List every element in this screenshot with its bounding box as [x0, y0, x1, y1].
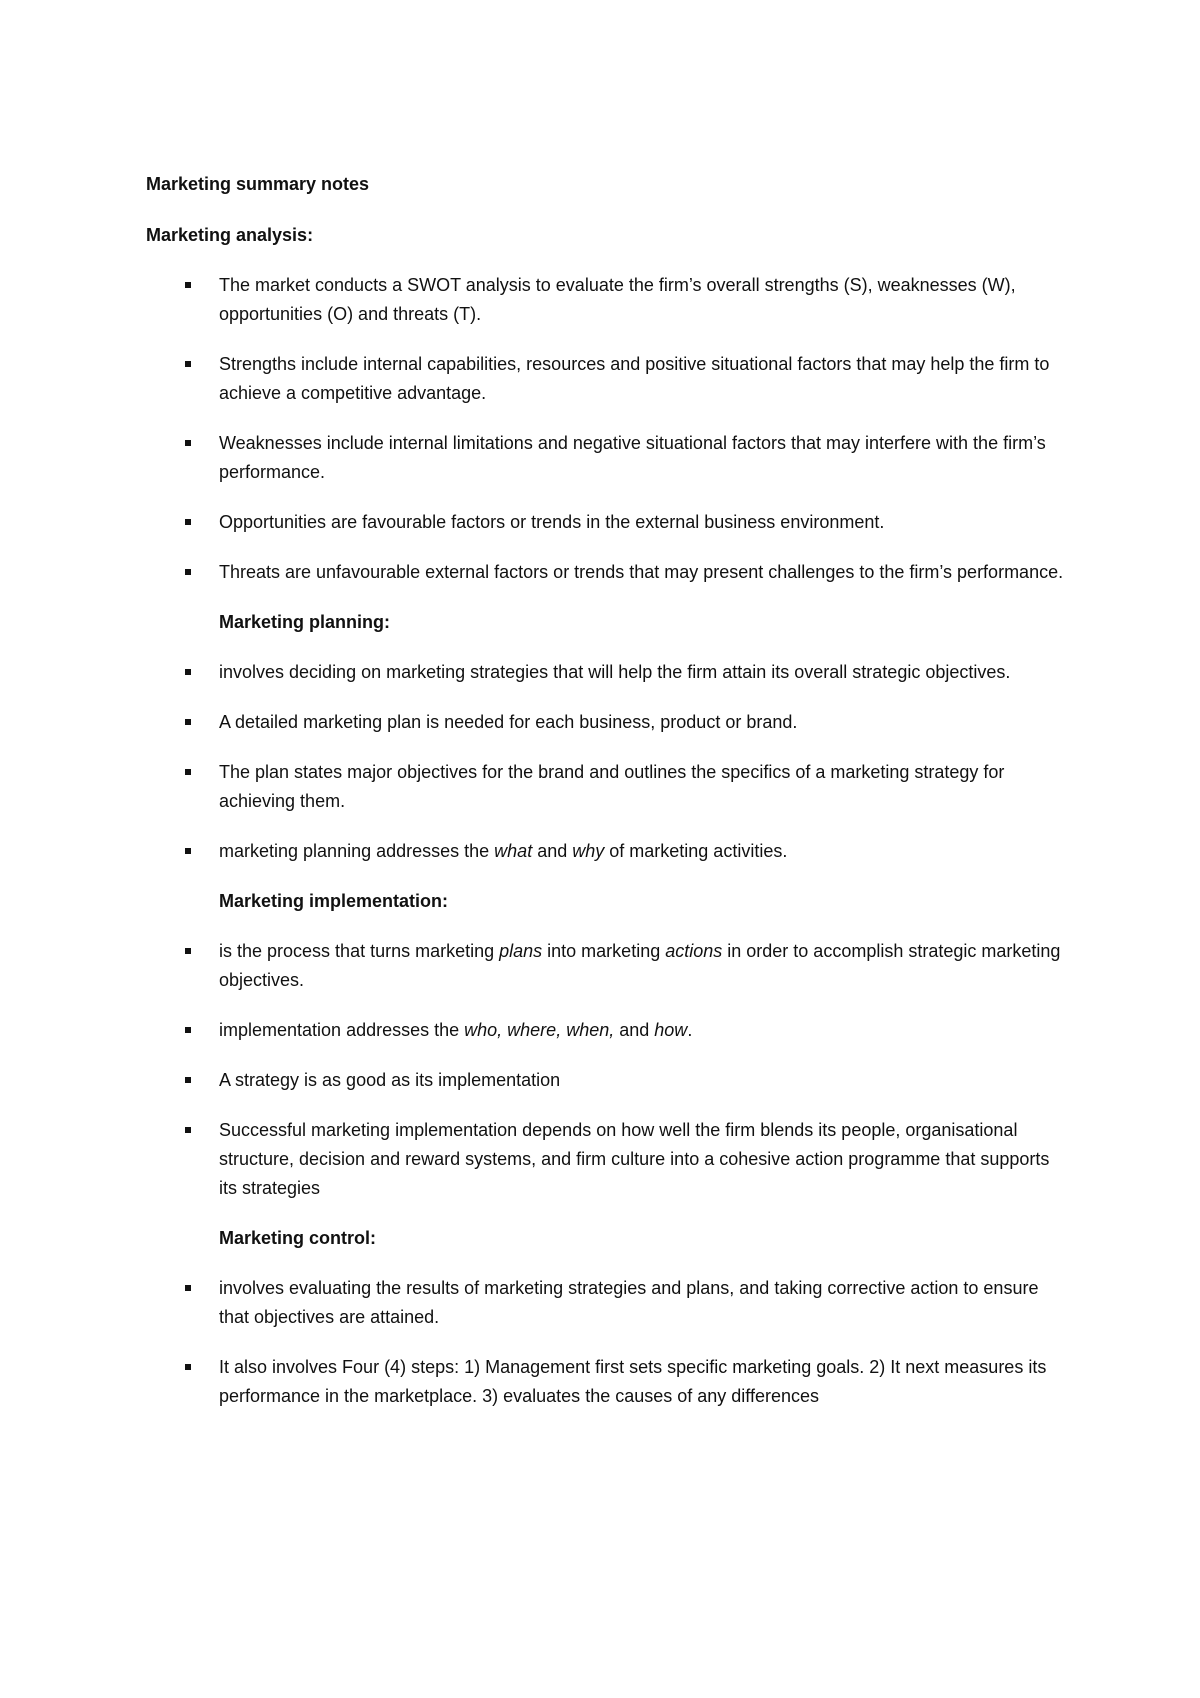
list-item: [146, 350, 1066, 408]
square-bullet-icon: [185, 569, 191, 575]
square-bullet-icon: [185, 669, 191, 675]
text-run: Strengths include internal capabilities, resources and positive situational factors that may help the firm to achieve a competitive advantage.: [219, 354, 1050, 403]
text-run: Weaknesses include internal limitations and negative situational factors that may interfere with the firm’s performance.: [219, 433, 1046, 482]
text-run: into marketing: [542, 941, 666, 961]
square-bullet-icon: [185, 719, 191, 725]
bullet-list: [146, 1274, 1066, 1411]
text-run: The plan states major objectives for the brand and outlines the specifics of a marketing strategy for achieving them.: [219, 762, 1005, 811]
list-item: [146, 837, 1066, 866]
text-run: .: [687, 1020, 693, 1040]
bullet-list: [146, 937, 1066, 1203]
list-item: [146, 429, 1066, 487]
square-bullet-icon: [185, 440, 191, 446]
document-title: Marketing summary notes: [146, 174, 370, 194]
section-heading: Marketing planning:: [219, 612, 390, 632]
text-run: It also involves Four (4) steps: 1) Management first sets specific marketing goals. 2) It next measures its performance in the marketplace. 3) evaluates the causes of any differences: [219, 1357, 1047, 1406]
italic-text: plans: [499, 941, 543, 961]
square-bullet-icon: [185, 519, 191, 525]
text-run: A strategy is as good as its implementation: [219, 1070, 561, 1090]
square-bullet-icon: [185, 1364, 191, 1370]
text-run: Threats are unfavourable external factors or trends that may present challenges to the firm’s performance.: [219, 562, 1064, 582]
italic-text: how: [654, 1020, 688, 1040]
list-item: [146, 1066, 1066, 1095]
document-content: [146, 170, 1066, 1432]
list-item: [146, 758, 1066, 816]
text-run: The market conducts a SWOT analysis to evaluate the firm’s overall strengths (S), weaknesses (W), opportunities (O) and threats (T).: [219, 275, 1016, 324]
italic-text: why: [572, 841, 605, 861]
section-heading: Marketing analysis:: [146, 225, 314, 245]
text-run: marketing planning addresses the: [219, 841, 495, 861]
text-run: implementation addresses the: [219, 1020, 465, 1040]
list-item: [146, 937, 1066, 995]
list-item: [146, 271, 1066, 329]
text-run: A detailed marketing plan is needed for each business, product or brand.: [219, 712, 798, 732]
list-item: [146, 558, 1066, 587]
list-item: [146, 508, 1066, 537]
text-run: in order to accomplish strategic marketing objectives.: [219, 941, 1061, 990]
text-run: involves deciding on marketing strategies that will help the firm attain its overall strategic objectives.: [219, 662, 1011, 682]
italic-text: actions: [665, 941, 723, 961]
square-bullet-icon: [185, 1027, 191, 1033]
list-item: [146, 1274, 1066, 1332]
list-item: [146, 708, 1066, 737]
square-bullet-icon: [185, 1077, 191, 1083]
text-run: and: [532, 841, 573, 861]
list-item: [146, 1016, 1066, 1045]
bullet-list: [146, 658, 1066, 866]
square-bullet-icon: [185, 848, 191, 854]
list-item: [146, 1116, 1066, 1203]
square-bullet-icon: [185, 361, 191, 367]
square-bullet-icon: [185, 1285, 191, 1291]
square-bullet-icon: [185, 769, 191, 775]
section-heading: Marketing implementation:: [219, 891, 449, 911]
text-run: is the process that turns marketing: [219, 941, 500, 961]
italic-text: what: [494, 841, 533, 861]
text-run: Successful marketing implementation depends on how well the firm blends its people, organisational structure, decision and reward systems, and firm culture into a cohesive action programme that supports its strategies: [219, 1120, 1050, 1198]
square-bullet-icon: [185, 1127, 191, 1133]
list-item: [146, 1353, 1066, 1411]
square-bullet-icon: [185, 282, 191, 288]
text-run: involves evaluating the results of marketing strategies and plans, and taking corrective action to ensure that objectives are attained.: [219, 1278, 1039, 1327]
text-run: and: [614, 1020, 655, 1040]
text-run: of marketing activities.: [604, 841, 788, 861]
sections-container: [146, 221, 1066, 1411]
italic-text: who, where, when,: [464, 1020, 615, 1040]
list-item: [146, 658, 1066, 687]
section-heading: Marketing control:: [219, 1228, 377, 1248]
text-run: Opportunities are favourable factors or trends in the external business environment.: [219, 512, 885, 532]
bullet-list: [146, 271, 1066, 587]
square-bullet-icon: [185, 948, 191, 954]
